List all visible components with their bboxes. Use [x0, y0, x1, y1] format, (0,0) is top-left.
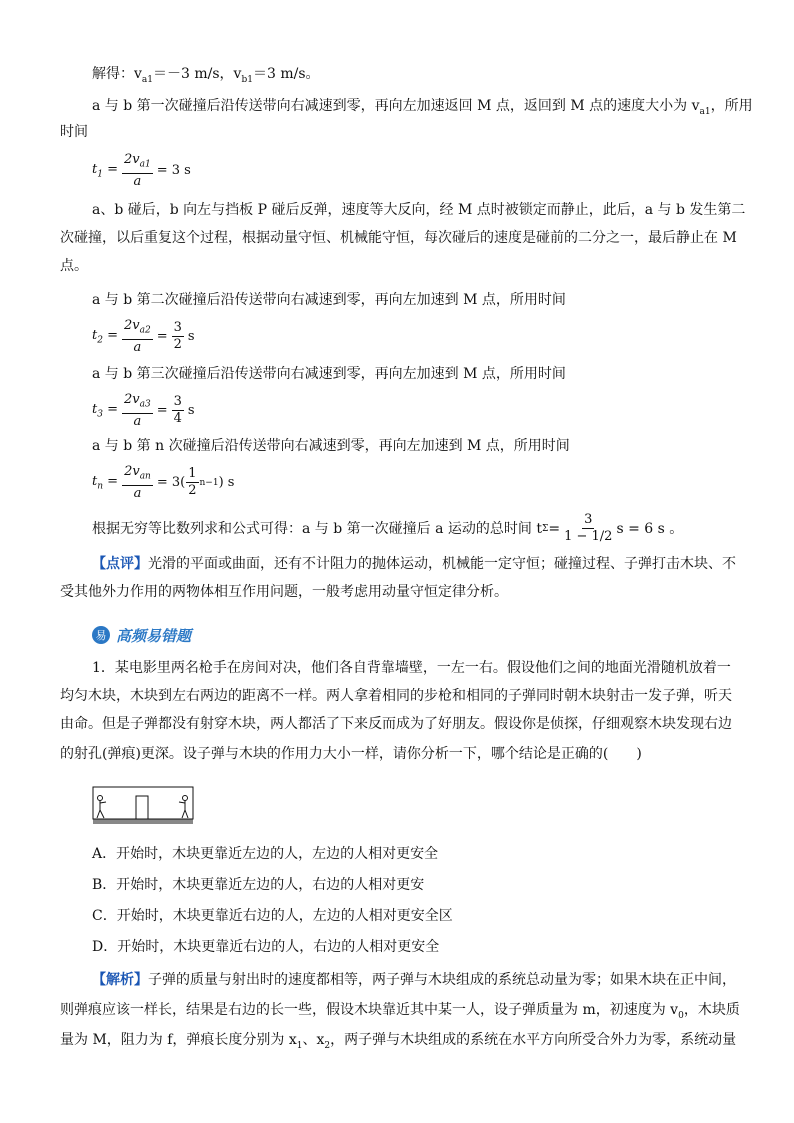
option-c: C．开始时，木块更靠近右边的人，左边的人相对更安全区: [92, 908, 453, 924]
paragraph-first-collision-cont: 时间: [60, 124, 88, 140]
question-1-text-3: 由命。但是子弹都没有射穿木块，两人都活了下来反而成为了好朋友。假设你是侦探，仔细观察木块发现右边: [60, 716, 732, 732]
paragraph-repeat-process-2: 次碰撞，以后重复这个过程，根据动量守恒、机械能守恒，每次碰后的速度是碰前的二分之一，最后静止在 M: [60, 230, 737, 246]
question-1-text-4: 的射孔(弹痕)更深。设子弹与木块的作用力大小一样，请你分析一下，哪个结论是正确的( ): [60, 746, 642, 762]
analysis-paragraph-3: 量为 M，阻力为 f，弹痕长度分别为 $x_1$、$x_2$，两子弹与木块组成的系统在水平方向所受合外力为零，系统动量: [60, 1032, 737, 1051]
paragraph-first-collision: a 与 b 第一次碰撞后沿传送带向右减速到零，再向左加速返回 M 点，返回到 M 点的速度大小为 $v_{a1}$，所用: [92, 98, 753, 117]
option-a: A．开始时，木块更靠近左边的人，左边的人相对更安全: [92, 846, 439, 862]
formula-t3: $t_3$ = $\frac{2v_{a3}}{a}$ = $\frac{3}{4}$ s: [92, 392, 195, 429]
paragraph-total-time: 根据无穷等比数列求和公式可得：a 与 b 第一次碰撞后 a 运动的总时间 t Σ = $\frac{3}{1 - 1/2}$ s = 6 s 。: [92, 512, 684, 544]
formula-t1: $t_1$ = $\frac{2v_{a1}}{a}$ = 3 s: [92, 152, 191, 189]
paragraph-repeat-process-3: 点。: [60, 258, 88, 274]
question-1-text: 1．某电影里两名枪手在房间对决，他们各自背靠墙壁，一左一右。假设他们之间的地面光滑随机放着一: [92, 660, 731, 676]
comment-paragraph: 【点评】光滑的平面或曲面，还有不计阻力的抛体运动，机械能一定守恒；碰撞过程、子弹打击木块、不: [92, 556, 736, 572]
question-1-text-2: 均匀木块，木块到左右两边的距离不一样。两人拿着相同的步枪和相同的子弹同时朝木块射击一发子弹，听天: [60, 688, 732, 704]
analysis-paragraph-2: 则弹痕应该一样长，结果是右边的长一些，假设木块靠近其中某一人，设子弹质量为 m，初速度为 $v_0$，木块质: [60, 1002, 740, 1021]
analysis-paragraph: 【解析】子弹的质量与射出时的速度都相等，两子弹与木块组成的系统总动量为零；如果木块在正中间，: [92, 972, 736, 988]
paragraph-repeat-process: a、b 碰后，b 向左与挡板 P 碰后反弹，速度等大反向，经 M 点时被锁定而静止，此后，a 与 b 发生第二: [92, 202, 746, 218]
right-gunman-icon: [179, 796, 188, 819]
left-gunman-icon: [97, 796, 106, 819]
solution-result-line: 解得：$v_{a1}=-3$ m/s，$v_{b1}=3$ m/s。: [92, 66, 320, 85]
formula-tn: $t_n$ = $\frac{2v_{an}}{a}$ = 3( $\frac{1}{2}$ n−1 ) s: [92, 464, 235, 501]
comment-paragraph-cont: 受其他外力作用的两物体相互作用问题，一般考虑用动量守恒定律分析。: [60, 584, 508, 600]
paragraph-third-collision: a 与 b 第三次碰撞后沿传送带向右减速到零，再向左加速到 M 点，所用时间: [92, 366, 566, 382]
option-b: B．开始时，木块更靠近左边的人，右边的人相对更安: [92, 877, 425, 893]
formula-t2: $t_2$ = $\frac{2v_{a2}}{a}$ = $\frac{3}{2}$ s: [92, 318, 195, 355]
option-d: D．开始时，木块更靠近右边的人，右边的人相对更安全: [92, 939, 440, 955]
paragraph-second-collision: a 与 b 第二次碰撞后沿传送带向右减速到零，再向左加速到 M 点，所用时间: [92, 292, 566, 308]
section-badge-icon: 易: [92, 626, 110, 644]
paragraph-nth-collision: a 与 b 第 n 次碰撞后沿传送带向右减速到零，再向左加速到 M 点，所用时间: [92, 438, 570, 454]
section-title: 高频易错题: [116, 626, 192, 645]
section-header: [92, 624, 191, 646]
room-duel-diagram: [92, 786, 194, 826]
